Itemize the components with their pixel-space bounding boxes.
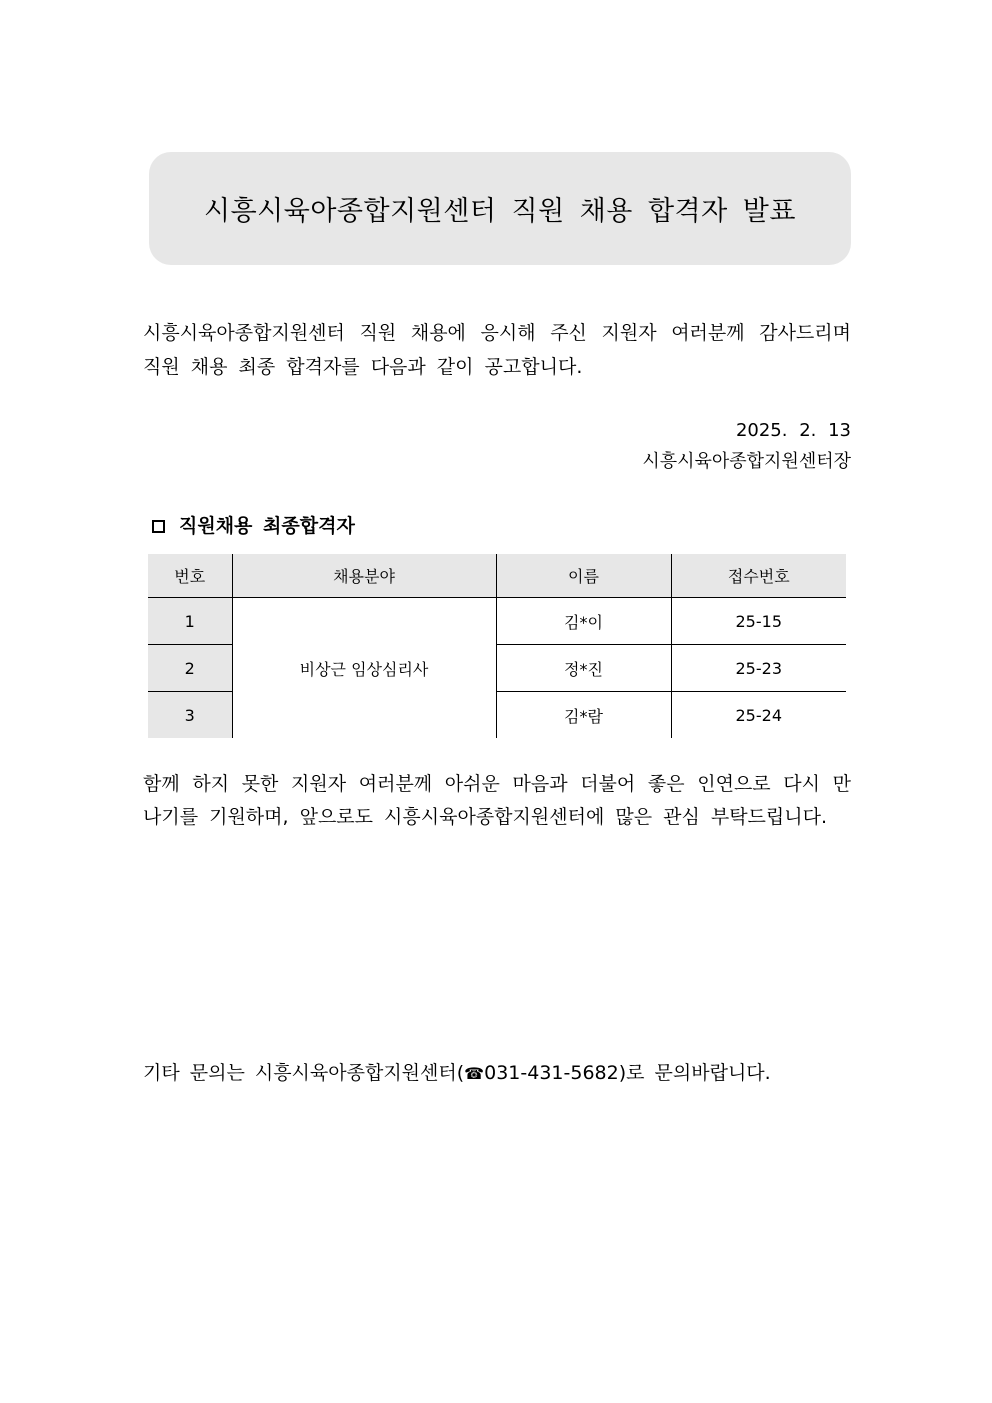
section-heading bbox=[152, 512, 355, 540]
recruitment-field: 비상근 임상심리사 bbox=[232, 598, 496, 739]
page-title: 시흥시육아종합지원센터 직원 채용 합격자 발표 bbox=[204, 196, 796, 227]
header-receipt: 접수번호 bbox=[671, 554, 846, 598]
table-row bbox=[148, 598, 846, 645]
table-header-row bbox=[148, 554, 846, 598]
header-number: 번호 bbox=[148, 554, 232, 598]
row-number: 1 bbox=[148, 598, 232, 645]
row-receipt: 25-15 bbox=[671, 598, 846, 645]
row-receipt: 25-24 bbox=[671, 692, 846, 739]
announcement-date: 2025. 2. 13 bbox=[735, 420, 851, 441]
header-field: 채용분야 bbox=[232, 554, 496, 598]
row-name: 김*람 bbox=[496, 692, 671, 739]
row-receipt: 25-23 bbox=[671, 645, 846, 692]
telephone-icon: ☎ bbox=[464, 1064, 485, 1083]
row-number: 3 bbox=[148, 692, 232, 739]
contact-note bbox=[143, 1059, 771, 1088]
header-name: 이름 bbox=[496, 554, 671, 598]
row-name: 김*이 bbox=[496, 598, 671, 645]
results-table bbox=[148, 554, 846, 738]
contact-suffix: )로 문의바랍니다. bbox=[618, 1062, 771, 1084]
row-name: 정*진 bbox=[496, 645, 671, 692]
intro-paragraph: 시흥시육아종합지원센터 직원 채용에 응시해 주신 지원자 여러분께 감사드리며 직원 채용 최종 합격자를 다음과 같이 공고합니다. bbox=[143, 322, 851, 378]
empty-square-icon bbox=[152, 520, 165, 533]
title-banner bbox=[149, 152, 851, 265]
contact-phone: 031-431-5682 bbox=[484, 1062, 619, 1084]
closing-paragraph: 함께 하지 못한 지원자 여러분께 아쉬운 마음과 더불어 좋은 인연으로 다시 만나기를 기원하며, 앞으로도 시흥시육아종합지원센터에 많은 관심 부탁드립니다. bbox=[143, 773, 851, 828]
signer-name: 시흥시육아종합지원센터장 bbox=[642, 451, 851, 472]
contact-prefix: 기타 문의는 시흥시육아종합지원센터( bbox=[143, 1062, 465, 1084]
row-number: 2 bbox=[148, 645, 232, 692]
section-heading-label: 직원채용 최종합격자 bbox=[179, 515, 355, 537]
